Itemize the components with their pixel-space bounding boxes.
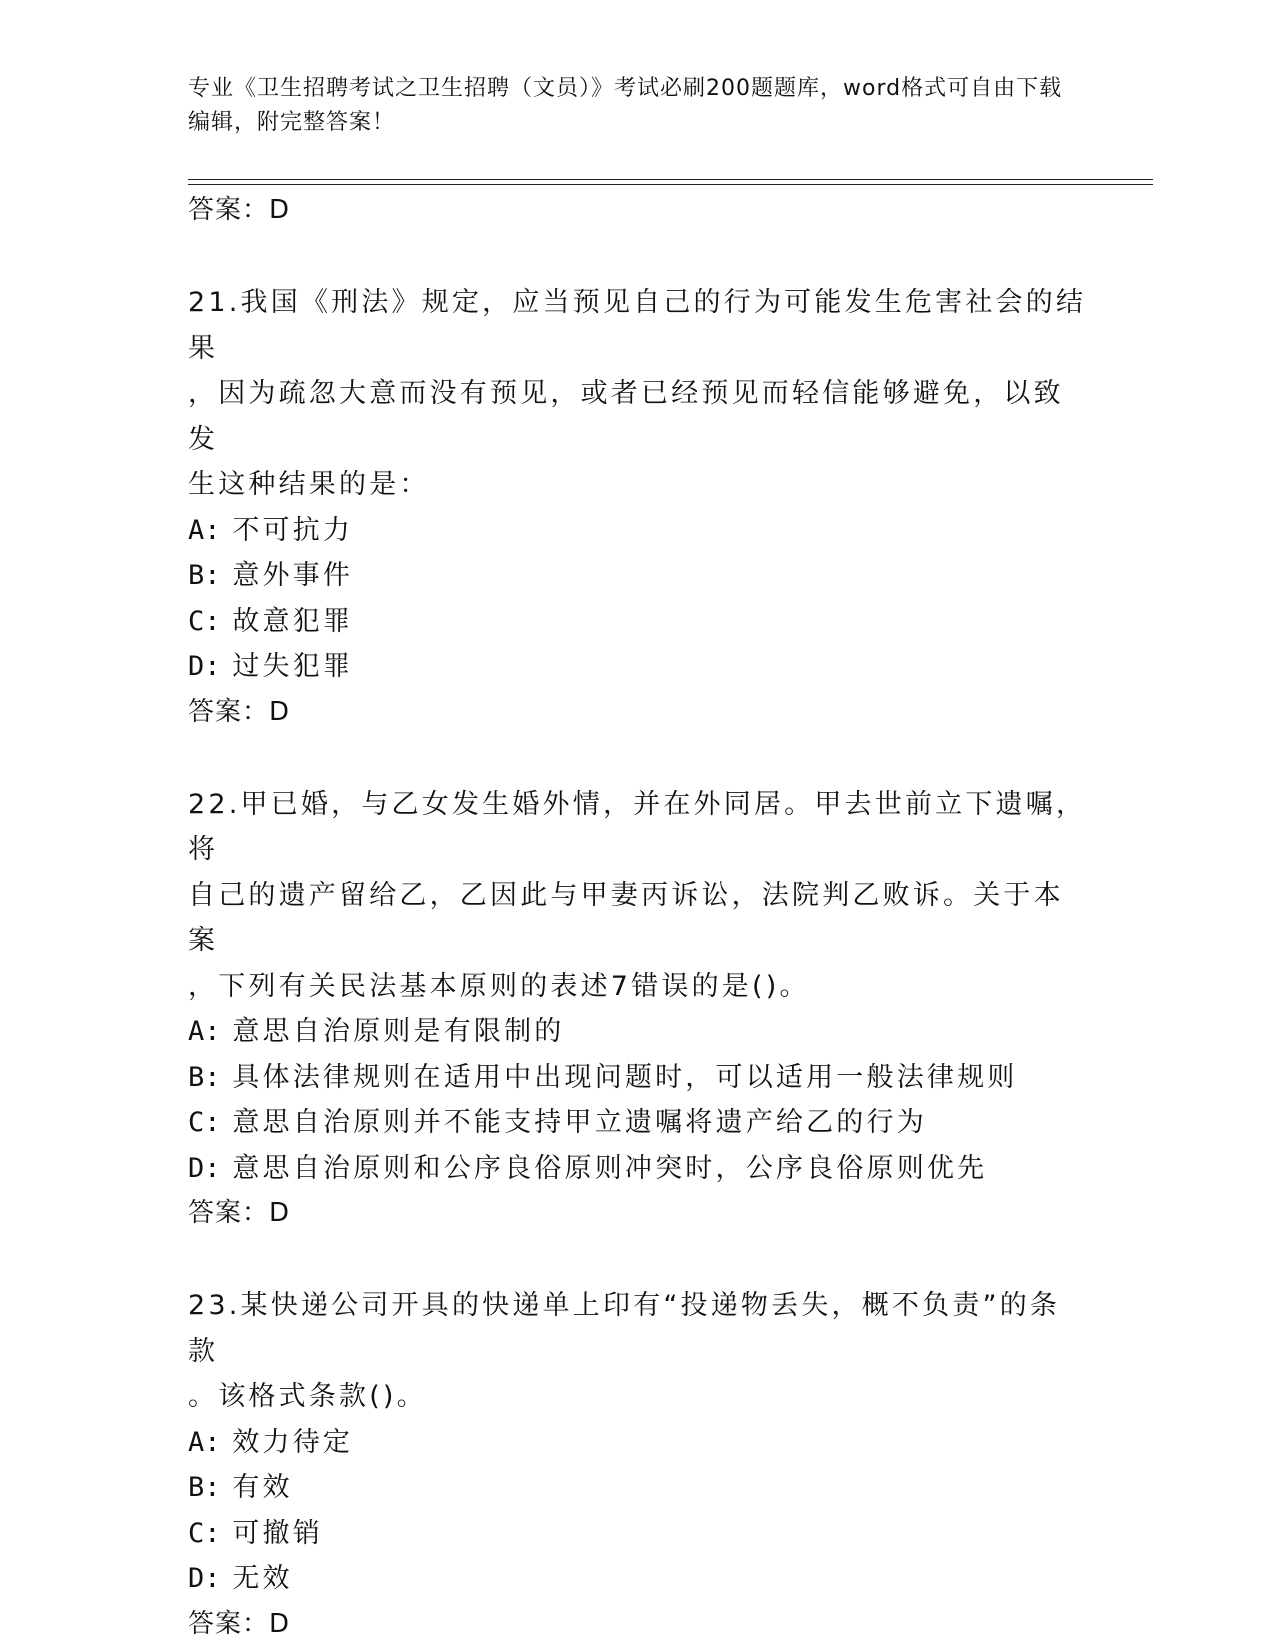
option-letter: C: — [188, 1107, 221, 1138]
question-block — [188, 782, 1088, 1238]
option-text: 故意犯罪 — [232, 605, 354, 637]
header-divider-line — [188, 179, 1153, 180]
option-d — [188, 1556, 1088, 1602]
option-letter: A: — [188, 514, 221, 546]
option-letter: C: — [188, 1517, 221, 1549]
option-letter: B: — [188, 1061, 221, 1093]
answer-line: 答案：D — [188, 1608, 291, 1639]
answer-line: 答案：D — [188, 696, 291, 727]
document-header: 专业《卫生招聘考试之卫生招聘（文员）》考试必刷200题题库，word格式可自由下载编辑，附完整答案！ — [188, 76, 1063, 135]
option-text: 效力待定 — [232, 1426, 354, 1458]
question-text-line: 23.某快递公司开具的快递单上印有“投递物丢失，概不负责”的条款 — [188, 1290, 1061, 1367]
option-letter: B: — [188, 1472, 221, 1503]
option-letter: D: — [188, 1563, 221, 1594]
option-text: 具体法律规则在适用中出现问题时，可以适用一般法律规则 — [232, 1061, 1018, 1093]
option-c — [188, 1100, 1088, 1146]
option-text: 意思自治原则并不能支持甲立遗嘱将遗产给乙的行为 — [232, 1107, 927, 1138]
option-letter: B: — [188, 560, 221, 591]
option-b — [188, 1055, 1088, 1101]
option-d — [188, 644, 1088, 690]
option-a — [188, 1420, 1088, 1466]
option-c — [188, 599, 1088, 645]
header-divider-line-secondary — [188, 184, 1153, 185]
answer-line: 答案：D — [188, 1198, 291, 1228]
question-block — [188, 1283, 1088, 1648]
answer-line: 答案：D — [188, 195, 291, 225]
option-text: 可撤销 — [232, 1517, 323, 1549]
option-a — [188, 1009, 1088, 1055]
question-text-line: 21.我国《刑法》规定，应当预见自己的行为可能发生危害社会的结果 — [188, 287, 1087, 364]
option-b — [188, 1465, 1088, 1511]
option-letter: C: — [188, 605, 221, 637]
question-text-line: ，下列有关民法基本原则的表述7错误的是()。 — [188, 970, 810, 1002]
option-text: 无效 — [232, 1563, 293, 1594]
question-text-line: 生这种结果的是： — [188, 469, 430, 500]
option-text: 过失犯罪 — [232, 651, 354, 682]
option-text: 意思自治原则和公序良俗原则冲突时，公序良俗原则优先 — [232, 1152, 988, 1184]
question-block — [188, 280, 1088, 736]
option-a — [188, 508, 1088, 554]
question-text-line: 22.甲已婚，与乙女发生婚外情，并在外同居。甲去世前立下遗嘱，将 — [188, 788, 1087, 865]
question-text-line: 。该格式条款()。 — [188, 1381, 427, 1412]
option-letter: A: — [188, 1426, 221, 1458]
option-text: 有效 — [232, 1472, 293, 1503]
option-c — [188, 1511, 1088, 1557]
option-b — [188, 553, 1088, 599]
option-d — [188, 1146, 1088, 1192]
question-text-line: 自己的遗产留给乙，乙因此与甲妻丙诉讼，法院判乙败诉。关于本案 — [188, 879, 1064, 956]
option-letter: A: — [188, 1016, 221, 1047]
option-text: 意思自治原则是有限制的 — [232, 1016, 565, 1047]
option-letter: D: — [188, 1152, 221, 1184]
question-list — [188, 188, 1088, 1648]
option-letter: D: — [188, 651, 221, 682]
option-text: 意外事件 — [232, 560, 354, 591]
option-text: 不可抗力 — [232, 514, 354, 546]
question-text-line: ，因为疏忽大意而没有预见，或者已经预见而轻信能够避免，以致发 — [188, 378, 1064, 455]
